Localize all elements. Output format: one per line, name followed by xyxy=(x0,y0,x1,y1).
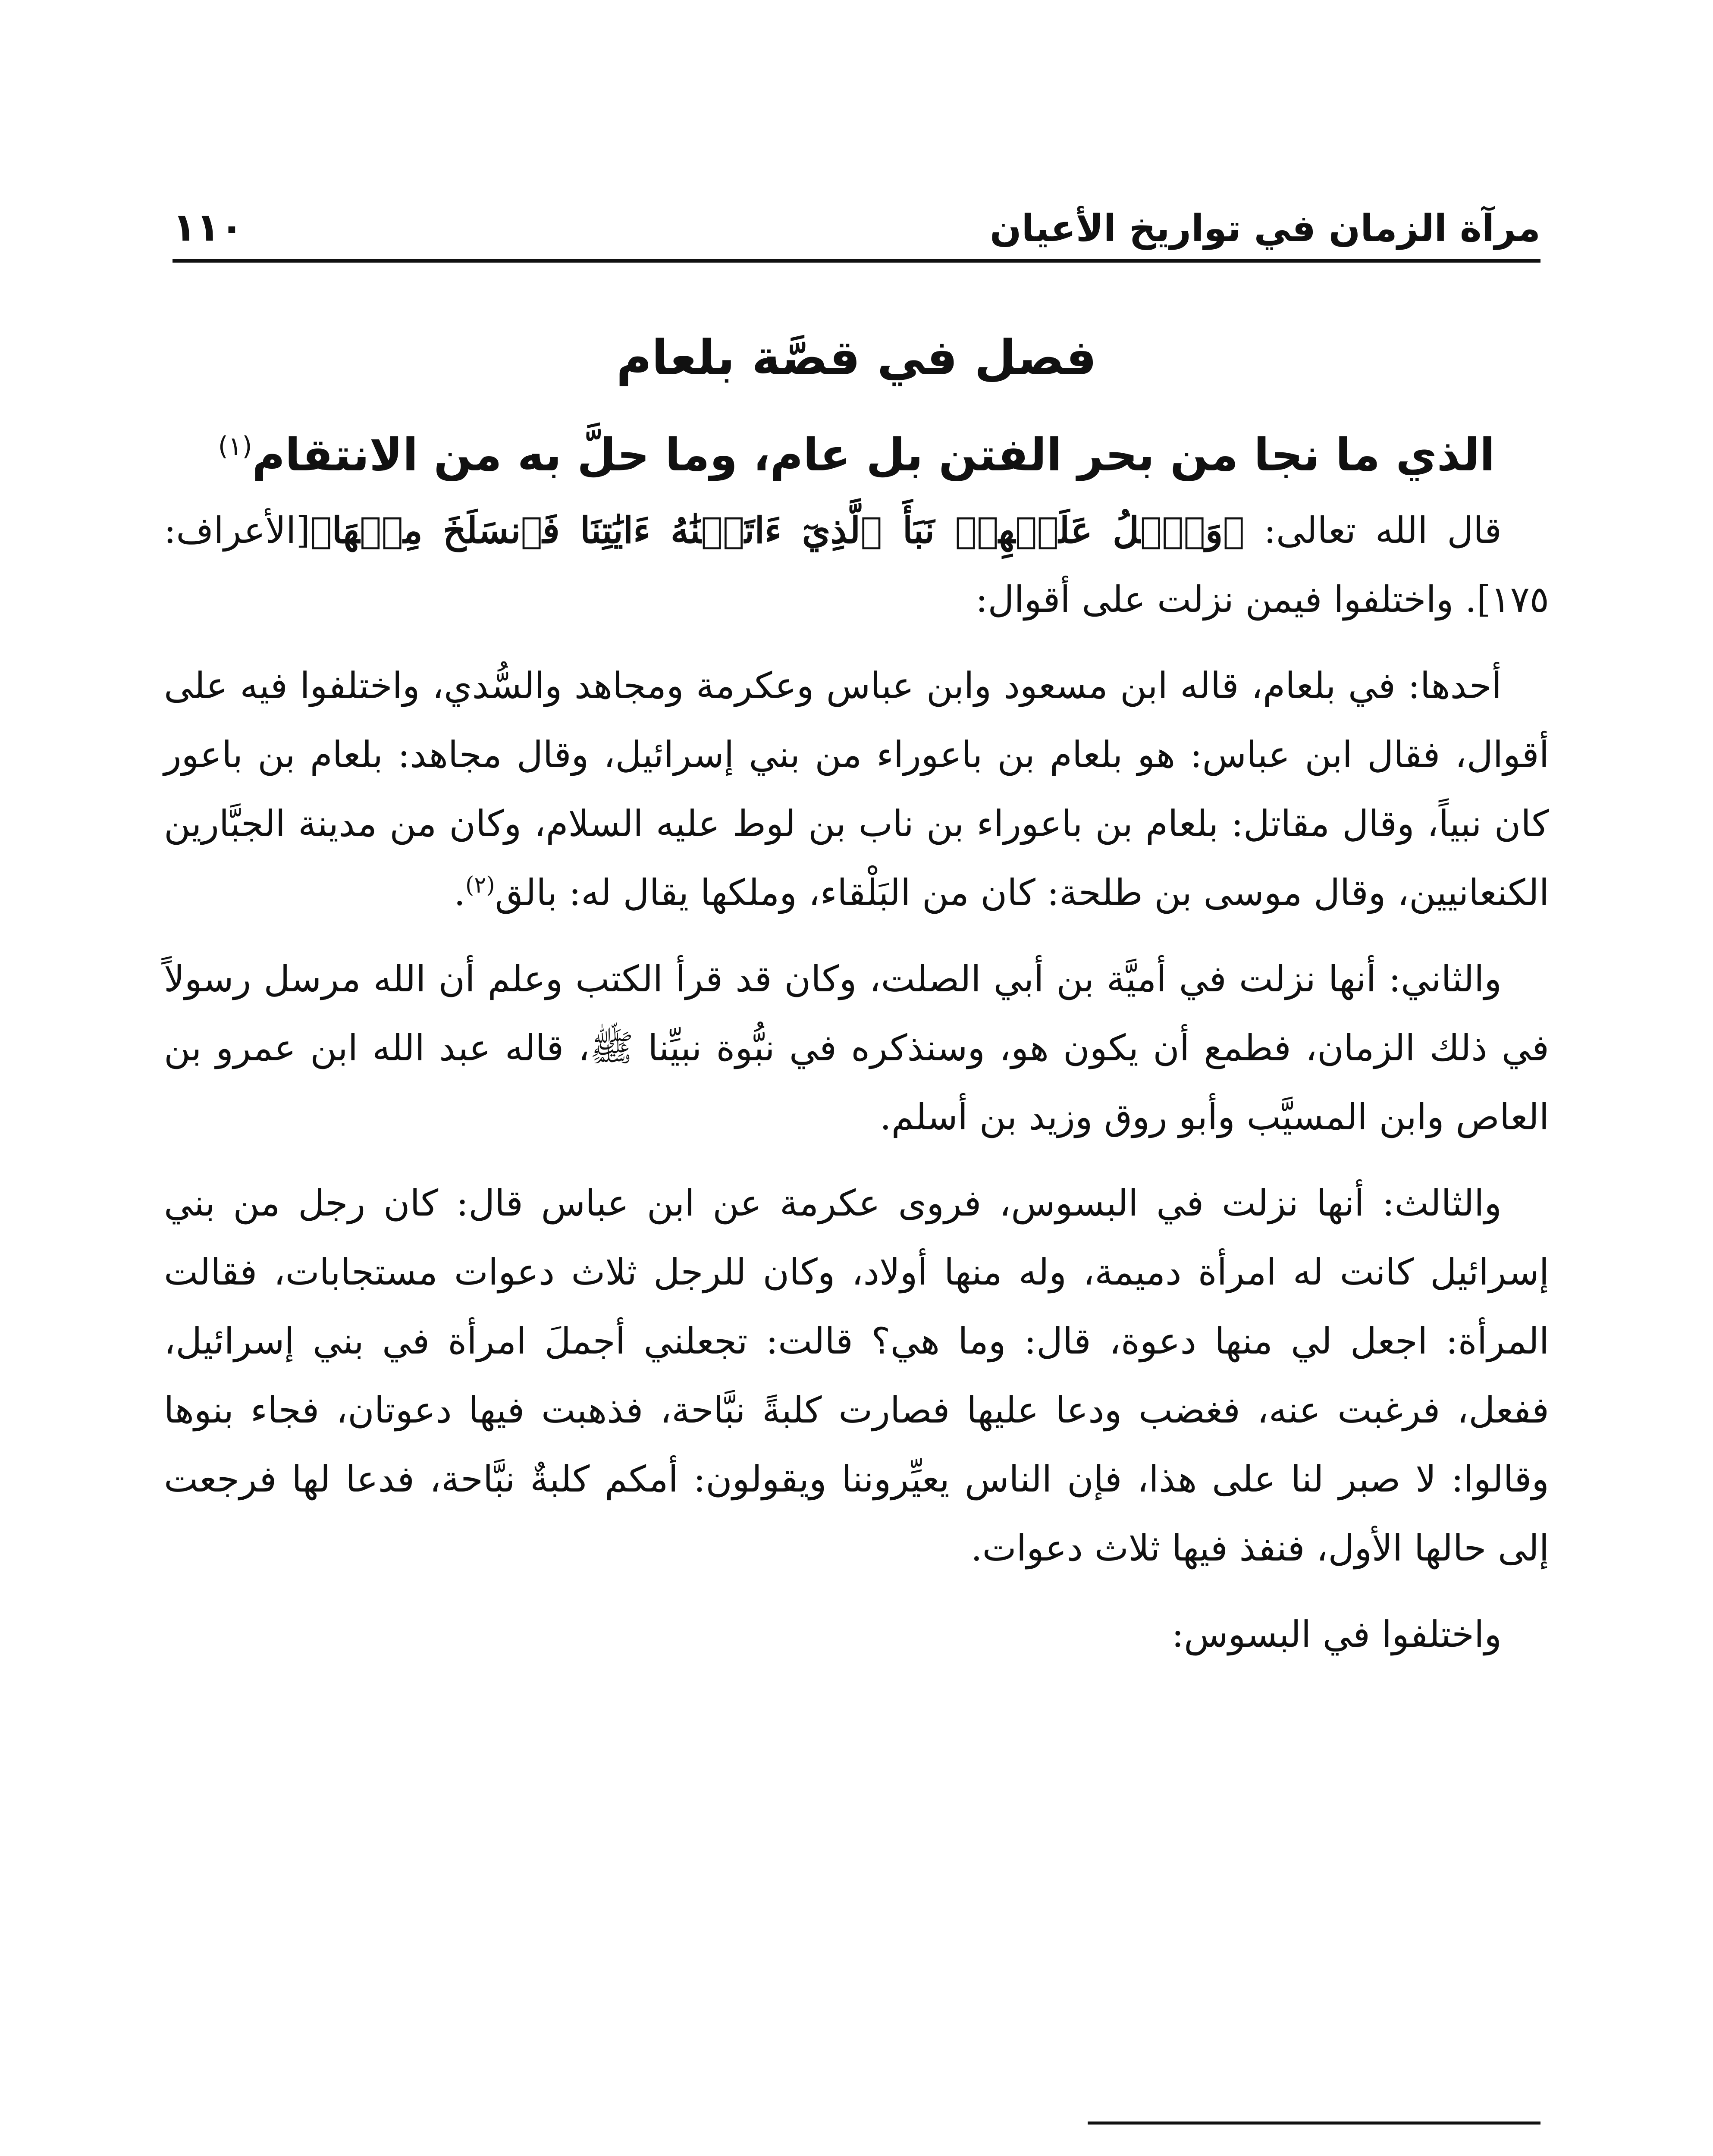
footnote-ref-2: (٢) xyxy=(465,872,495,898)
main-text xyxy=(164,496,1549,1686)
verse-followup: واختلفوا فيمن نزلت على أقوال: xyxy=(976,578,1454,620)
paragraph-verse xyxy=(164,496,1549,634)
paragraph-basus: واختلفوا في البسوس: xyxy=(1171,1613,1502,1655)
page-number: ١١٠ xyxy=(173,205,244,250)
footnote-ref-1: (١) xyxy=(218,431,252,461)
footnote-1 xyxy=(173,2147,1540,2156)
book-title: مرآة الزمان في تواريخ الأعيان xyxy=(990,207,1540,250)
footnote-separator xyxy=(1088,2122,1540,2125)
header-rule xyxy=(173,259,1540,263)
paragraph-first-opinion xyxy=(164,651,1549,927)
first-opinion-end: . xyxy=(454,871,466,914)
quran-verse: ﴿وَٱتۡلُ عَلَيۡهِمۡ نَبَأَ ٱلَّذِيٓ ءَاتَيۡنَٰهُ ءَايَٰتِنَا فَٱنسَلَخَ مِنۡهَا﴾ xyxy=(310,509,1245,552)
footnotes xyxy=(173,2147,1540,2156)
running-header xyxy=(173,172,1540,250)
chapter-subtitle xyxy=(173,401,1540,500)
paragraph-third-opinion: والثالث: أنها نزلت في البسوس، فروى عكرمة عن ابن عباس قال: كان رجل من بني إسرائيل كانت له امرأة دميمة، وله منها أولاد، وكان للرجل ثلاث دعوات مستجابات، فقالت المرأة: اجعل لي منها دعوة، قال: وما هي؟ قالت: تجعلني أجملَ امرأة في بني إسرائيل، ففعل، فرغبت عنه، فغضب ودعا عليها فصارت كلبةً نبَّاحة، فذهبت فيها دعوتان، فجاء بنوها وقالوا: لا صبر لنا على هذا، فإن الناس يعيِّروننا ويقولون: أمكم كلبةٌ نبَّاحة، فدعا لها فرجعت إلى حالها الأول، فنفذ فيها ثلاث دعوات. xyxy=(164,1182,1549,1569)
chapter-title: فصل في قصَّة بلعام xyxy=(616,330,1097,386)
chapter-heading xyxy=(173,315,1540,500)
verse-intro: قال الله تعالى: xyxy=(1244,509,1502,552)
verse-source: [الأعراف: ١٧٥]. xyxy=(164,509,1549,620)
first-opinion-text: أحدها: في بلعام، قاله ابن مسعود وابن عباس وعكرمة ومجاهد والسُّدي، واختلفوا فيه على أقوال، فقال ابن عباس: هو بلعام بن باعوراء من بني إسرائيل، وقال مجاهد: بلعام بن باعور كان نبياً، وقال مقاتل: بلعام بن باعوراء بن ناب بن لوط عليه السلام، وكان من مدينة الجبَّارين الكنعانيين، وقال موسى بن طلحة: كان من البَلْقاء، وملكها يقال له: بالق xyxy=(164,664,1549,914)
chapter-subtitle-text: الذي ما نجا من بحر الفتن بل عام، وما حلَّ به من الانتقام xyxy=(252,428,1495,481)
paragraph-second-opinion: والثاني: أنها نزلت في أميَّة بن أبي الصلت، وكان قد قرأ الكتب وعلم أن الله مرسل رسولاً في ذلك الزمان، فطمع أن يكون هو، وسنذكره في نبُّوة نبيِّنا ﷺ، قاله عبد الله ابن عمرو بن العاص وابن المسيَّب وأبو روق وزيد بن أسلم. xyxy=(164,958,1549,1138)
